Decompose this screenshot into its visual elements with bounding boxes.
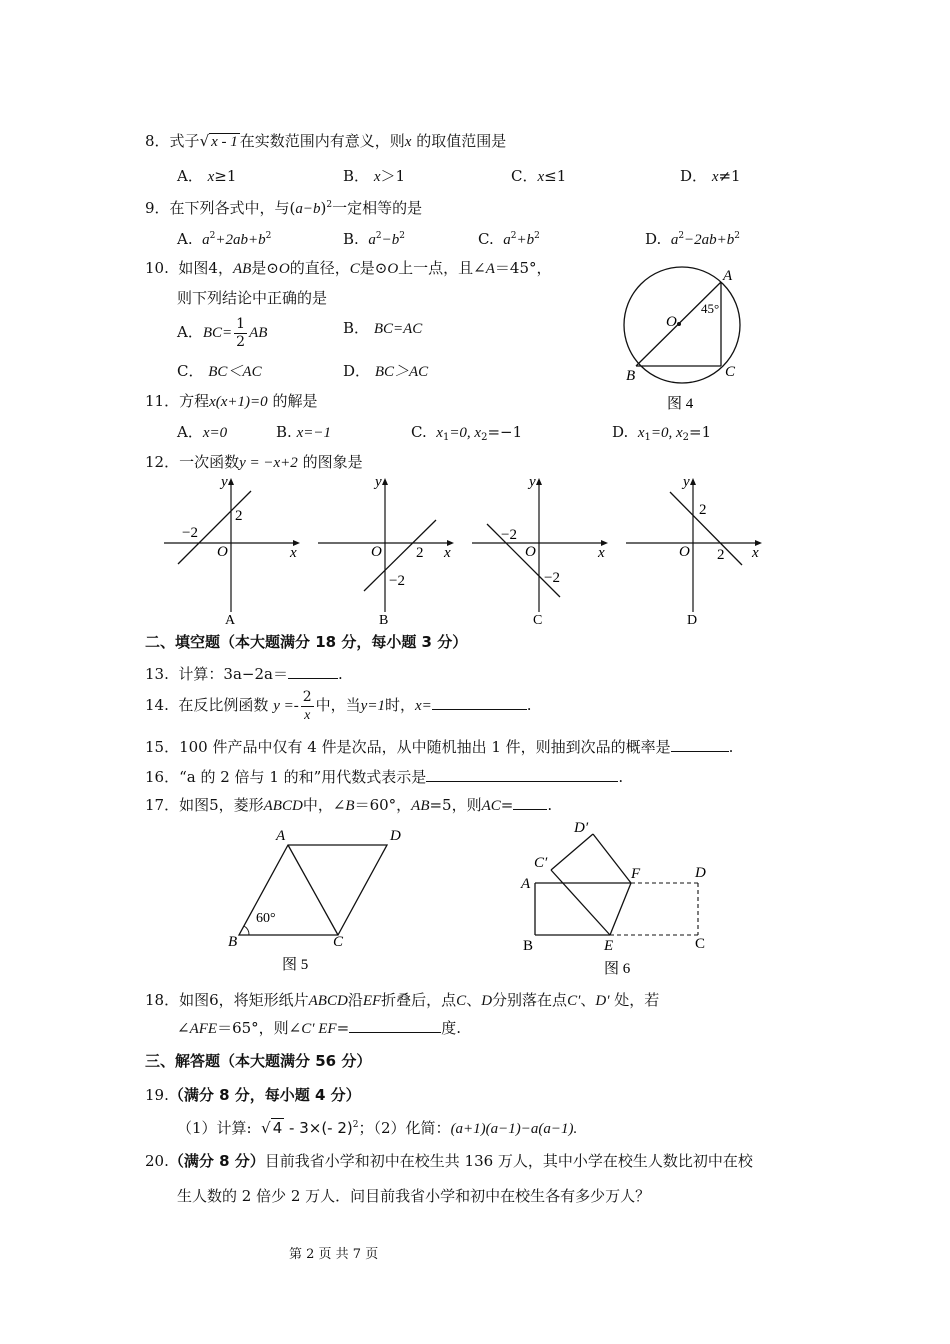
q9-stem: 9．在下列各式中，与$(a-b)^2$一定相等的是 — [145, 199, 423, 217]
fraction-2-over-x: $\frac{2}{x}$ — [302, 688, 312, 723]
intercept-label-2: 2 — [717, 547, 725, 563]
figure-6-fold — [515, 812, 725, 982]
figure-5-caption: 图 5 — [282, 957, 309, 973]
y-arrow — [382, 478, 388, 485]
q11-option-b: B. x=−1 — [276, 423, 331, 441]
graph-line — [487, 524, 560, 597]
y-label: y — [375, 474, 382, 490]
answer-blank[interactable] — [288, 664, 338, 679]
q19-body: （1）计算: √ 4 - 3×(- 2)$^2$；（2）化简：(a+1)(a−1)−a(a−1). — [177, 1119, 578, 1137]
origin-label: O — [525, 544, 536, 560]
q11-option-c: C. $x_1=0$, $x_2=-1$ — [411, 423, 523, 443]
label-d: D — [695, 865, 706, 881]
section-2-title: 二、填空题（本大题满分 18 分，每小题 3 分） — [145, 633, 468, 651]
label-c: C — [725, 364, 736, 380]
q8-option-a: A． x≥1 — [177, 167, 237, 185]
q16: 16．“a 的 2 倍与 1 的和”用代数式表示是 . — [145, 768, 624, 786]
q18-line1: 18．如图6，将矩形纸片ABCD沿EF折叠后，点C、D分别落在点C′、D′ 处，若 — [145, 991, 660, 1009]
label-e: E — [604, 938, 614, 954]
x-label: x — [598, 545, 605, 561]
diagonal-ac — [288, 845, 338, 935]
figure-4-caption: 图 4 — [667, 396, 694, 412]
q20-line1: 20.（满分 8 分）目前我省小学和初中在校生共 136 万人，其中小学在校生人数比初中在校 — [145, 1152, 753, 1170]
figure-4-circle — [610, 260, 760, 420]
sqrt-symbol: √ x - 1 — [199, 132, 238, 150]
q8-stem: 8．式子√ x - 1 在实数范围内有意义，则x 的取值范围是 — [145, 132, 507, 150]
origin-label: O — [371, 544, 382, 560]
fold-line-ef — [610, 883, 631, 935]
q10-stem-line1: 10. 如图4，AB是⊙O的直径，C是⊙O上一点，且∠A＝45°， — [145, 259, 552, 277]
intercept-label-1: −2 — [501, 527, 517, 543]
y-arrow — [228, 478, 234, 485]
answer-blank[interactable] — [426, 767, 618, 782]
answer-blank[interactable] — [671, 737, 729, 752]
q18-line2: ∠AFE＝65°，则∠C′ EF= 度. — [177, 1019, 461, 1037]
label-b: B — [626, 368, 636, 384]
origin-label: O — [217, 544, 228, 560]
q19-header: 19.（满分 8 分，每小题 4 分） — [145, 1086, 361, 1104]
page-footer: 第 2 页 共 7 页 — [289, 1247, 379, 1262]
edge-cp-dp — [551, 834, 593, 870]
q15: 15．100 件产品中仅有 4 件是次品，从中随机抽出 1 件，则抽到次品的概率是 . — [145, 738, 734, 756]
angle-arc — [244, 926, 249, 935]
q20-line2: 生人数的 2 倍少 2 万人．问目前我省小学和初中在校生各有多少万人？ — [177, 1187, 651, 1205]
intercept-label-1: −2 — [182, 525, 198, 541]
q9-option-d: D. $a^2-2ab+b^2$ — [645, 230, 741, 248]
section-3-title: 三、解答题（本大题满分 56 分） — [145, 1052, 372, 1070]
graph-letter: B — [379, 613, 389, 628]
graph-d — [622, 472, 772, 627]
q10-option-a: A．BC= $\frac{1}{2}$ AB — [177, 315, 268, 350]
label-c: C — [695, 936, 706, 952]
q12-stem: 12．一次函数y = −x+2 的图象是 — [145, 453, 363, 471]
q10-option-c: C． BC＜AC — [177, 362, 262, 380]
q9-option-b: B. $a^2-b^2$ — [343, 230, 405, 248]
label-c-prime: C′ — [534, 855, 548, 871]
label-a: A — [521, 876, 531, 892]
q10-option-b: B． BC=AC — [343, 319, 423, 337]
y-label: y — [683, 474, 690, 490]
q9-option-a: A. $a^2+2ab+b^2$ — [177, 230, 272, 248]
edge-dp-f — [593, 834, 631, 883]
intercept-label-1: 2 — [699, 502, 707, 518]
q14: 14. 在反比例函数 y =- $\frac{2}{x}$ 中，当y=1时，x= . — [145, 688, 532, 723]
x-label: x — [444, 545, 451, 561]
label-a: A — [723, 268, 733, 284]
fraction-half: $\frac{1}{2}$ — [236, 315, 246, 350]
intercept-label-2: −2 — [389, 573, 405, 589]
edge-ec-prime — [551, 870, 610, 935]
intercept-label-2: 2 — [235, 508, 243, 524]
q9-option-c: C. $a^2+b^2$ — [478, 230, 540, 248]
answer-blank[interactable] — [513, 795, 547, 810]
q13: 13. 计算：3a−2a＝ . — [145, 665, 343, 683]
answer-blank[interactable] — [349, 1018, 441, 1033]
q17: 17．如图5，菱形ABCD中，∠B＝60°，AB=5，则AC= . — [145, 796, 553, 814]
figure-5-rhombus — [225, 822, 415, 982]
q10-stem-line2: 则下列结论中正确的是 — [177, 289, 328, 307]
y-arrow — [690, 478, 696, 485]
answer-blank[interactable] — [432, 695, 527, 710]
q8-option-d: D． x≠1 — [680, 167, 741, 185]
q8-option-b: B． x＞1 — [343, 167, 406, 185]
q10-option-d: D． BC＞AC — [343, 362, 429, 380]
x-label: x — [752, 545, 759, 561]
graph-letter: D — [687, 613, 698, 628]
intercept-label-1: 2 — [416, 545, 424, 561]
q11-stem: 11．方程x(x+1)=0 的解是 — [145, 392, 318, 410]
q8-option-c: C．x≤1 — [511, 167, 567, 185]
y-label: y — [529, 474, 536, 490]
graph-a — [160, 472, 310, 627]
sqrt-symbol: √ 4 — [261, 1119, 283, 1137]
label-b: B — [228, 934, 238, 950]
figure-6-caption: 图 6 — [604, 961, 631, 977]
y-label: y — [221, 474, 228, 490]
angle-label: 45° — [701, 301, 720, 316]
label-d-prime: D′ — [574, 820, 589, 836]
intercept-label-2: −2 — [544, 570, 560, 586]
graph-c — [468, 472, 618, 627]
graph-letter: C — [533, 613, 543, 628]
origin-label: O — [679, 544, 690, 560]
y-arrow — [536, 478, 542, 485]
label-b: B — [523, 938, 534, 954]
label-c: C — [333, 934, 344, 950]
label-f: F — [631, 866, 641, 882]
label-a: A — [276, 828, 286, 844]
label-o: O — [666, 314, 677, 330]
graph-b — [314, 472, 464, 627]
angle-label: 60° — [256, 911, 276, 926]
label-d: D — [390, 828, 401, 844]
q11-option-d: D. $x_1=0$, $x_2=1$ — [612, 423, 712, 443]
graph-letter: A — [225, 613, 236, 628]
x-label: x — [290, 545, 297, 561]
q11-option-a: A．x=0 — [177, 423, 228, 441]
center-point — [677, 322, 681, 326]
